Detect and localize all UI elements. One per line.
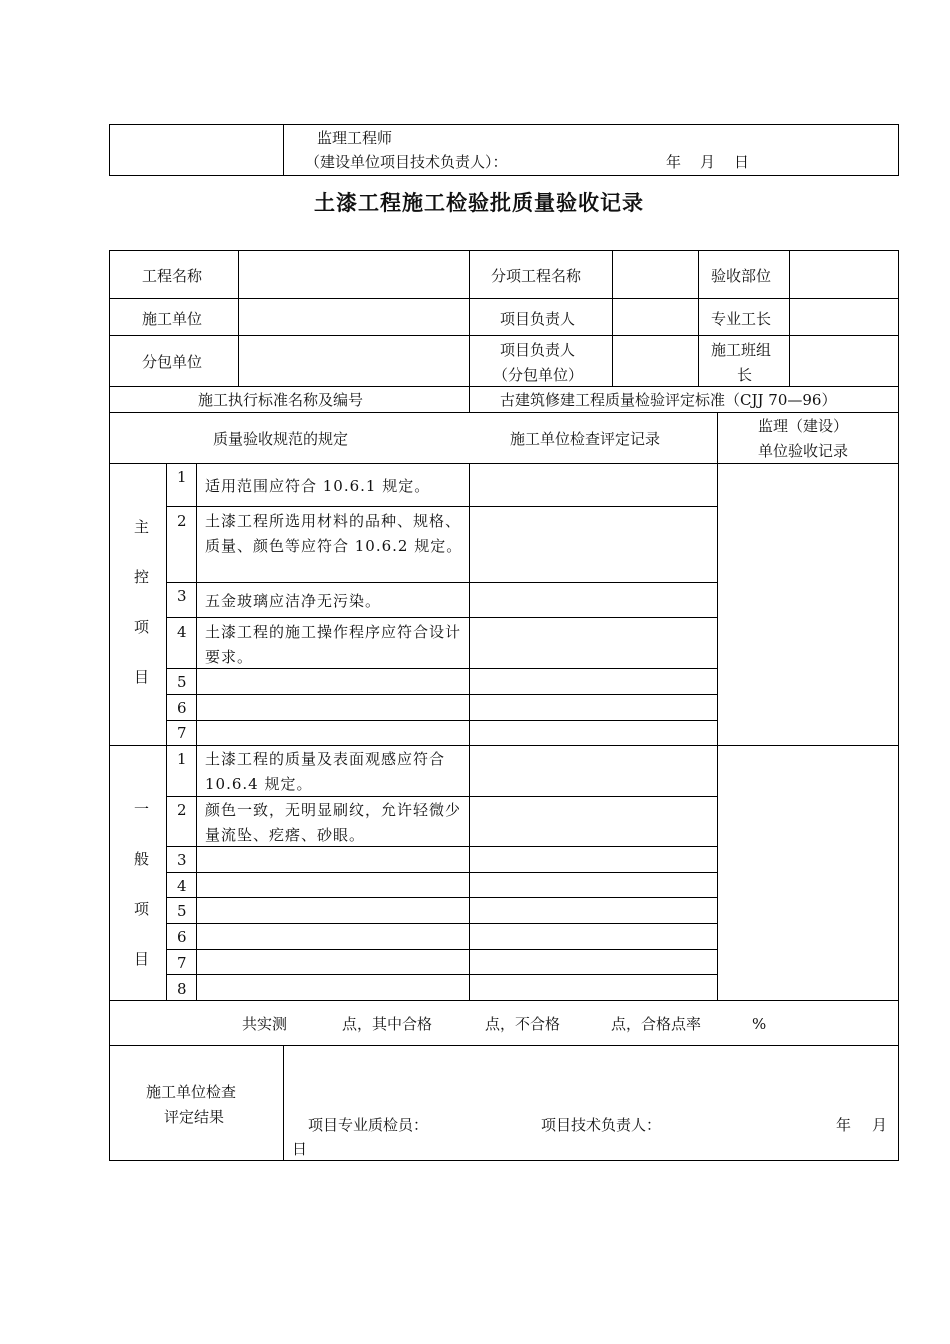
result-date-year: 年	[836, 1116, 852, 1134]
general-row-text: 土漆工程的质量及表面观感应符合 10.6.4 规定。	[205, 750, 446, 793]
result-date-day: 日	[292, 1140, 308, 1158]
col-header-supervisor-2: 单位验收记录	[758, 442, 849, 460]
general-row-no: 6	[177, 928, 187, 946]
main-items-label-2: 控	[134, 568, 150, 586]
general-items-label-1: 一	[134, 800, 150, 818]
standard-label: 施工执行标准名称及编号	[198, 391, 364, 409]
general-row-no: 5	[177, 902, 187, 920]
result-label-1: 施工单位检查	[146, 1083, 237, 1101]
quality-inspector-label: 项目专业质检员：	[308, 1116, 429, 1134]
project-name-label: 工程名称	[142, 267, 203, 285]
result-label-2: 评定结果	[164, 1108, 225, 1126]
col-header-spec: 质量验收规范的规定	[213, 430, 349, 448]
result-date-month: 月	[872, 1116, 888, 1134]
acceptance-part-label: 验收部位	[711, 267, 772, 285]
main-row-text: 五金玻璃应洁净无污染。	[205, 592, 382, 610]
main-row-text: 土漆工程所选用材料的品种、规格、质量、颜色等应符合 10.6.2 规定。	[205, 512, 463, 555]
top-date-month: 月	[700, 153, 716, 171]
main-row-no: 1	[177, 468, 187, 486]
construction-unit-label: 施工单位	[142, 310, 203, 328]
general-row-no: 4	[177, 877, 187, 895]
general-items-label-4: 目	[134, 950, 150, 968]
main-row-text: 土漆工程的施工操作程序应符合设计要求。	[205, 623, 462, 666]
general-row-no: 7	[177, 954, 187, 972]
sub-project-name-label: 分项工程名称	[491, 267, 582, 285]
owner-tech-lead-label: （建设单位项目技术负责人）：	[305, 153, 508, 171]
general-row-no: 8	[177, 980, 187, 998]
col-header-unit-check: 施工单位检查评定记录	[510, 430, 661, 448]
project-manager-label: 项目负责人	[500, 310, 576, 328]
summary-percent: %	[752, 1015, 767, 1033]
general-row-no: 1	[177, 750, 187, 768]
team-leader-label-1: 施工班组	[711, 341, 772, 359]
general-items-label-2: 般	[134, 850, 150, 868]
summary-total: 共实测	[242, 1015, 288, 1033]
general-row-text: 颜色一致，无明显刷纹，允许轻微少量流坠、疙瘩、砂眼。	[205, 801, 462, 844]
main-row-no: 5	[177, 673, 187, 691]
col-header-supervisor-1: 监理（建设）	[758, 417, 849, 435]
main-row-no: 6	[177, 699, 187, 717]
standard-value: 古建筑修建工程质量检验评定标准（CJJ 70—96）	[500, 391, 837, 409]
sub-manager-label-2: （分包单位）	[493, 366, 584, 384]
main-items-label-4: 目	[134, 668, 150, 686]
main-row-no: 7	[177, 724, 187, 742]
main-row-no: 2	[177, 512, 187, 530]
summary-rate: 点，合格点率	[611, 1015, 702, 1033]
sub-manager-label-1: 项目负责人	[500, 341, 576, 359]
general-row-no: 2	[177, 801, 187, 819]
general-items-label-3: 项	[134, 900, 150, 918]
summary-fail: 点，不合格	[485, 1015, 561, 1033]
top-date-day: 日	[734, 153, 750, 171]
tech-manager-label: 项目技术负责人：	[541, 1116, 662, 1134]
team-leader-label-2: 长	[737, 366, 753, 384]
top-box-divider	[283, 124, 284, 176]
summary-pass: 点，其中合格	[342, 1015, 433, 1033]
main-row-text: 适用范围应符合 10.6.1 规定。	[205, 477, 431, 495]
main-items-label-3: 项	[134, 618, 150, 636]
page-title: 土漆工程施工检验批质量验收记录	[314, 190, 644, 215]
top-date-year: 年	[666, 153, 682, 171]
main-row-no: 3	[177, 587, 187, 605]
supervisor-engineer-label: 监理工程师	[317, 129, 393, 147]
main-items-label-1: 主	[134, 518, 150, 536]
subcontract-unit-label: 分包单位	[142, 353, 203, 371]
general-row-no: 3	[177, 851, 187, 869]
main-row-no: 4	[177, 623, 187, 641]
foreman-label: 专业工长	[711, 310, 772, 328]
